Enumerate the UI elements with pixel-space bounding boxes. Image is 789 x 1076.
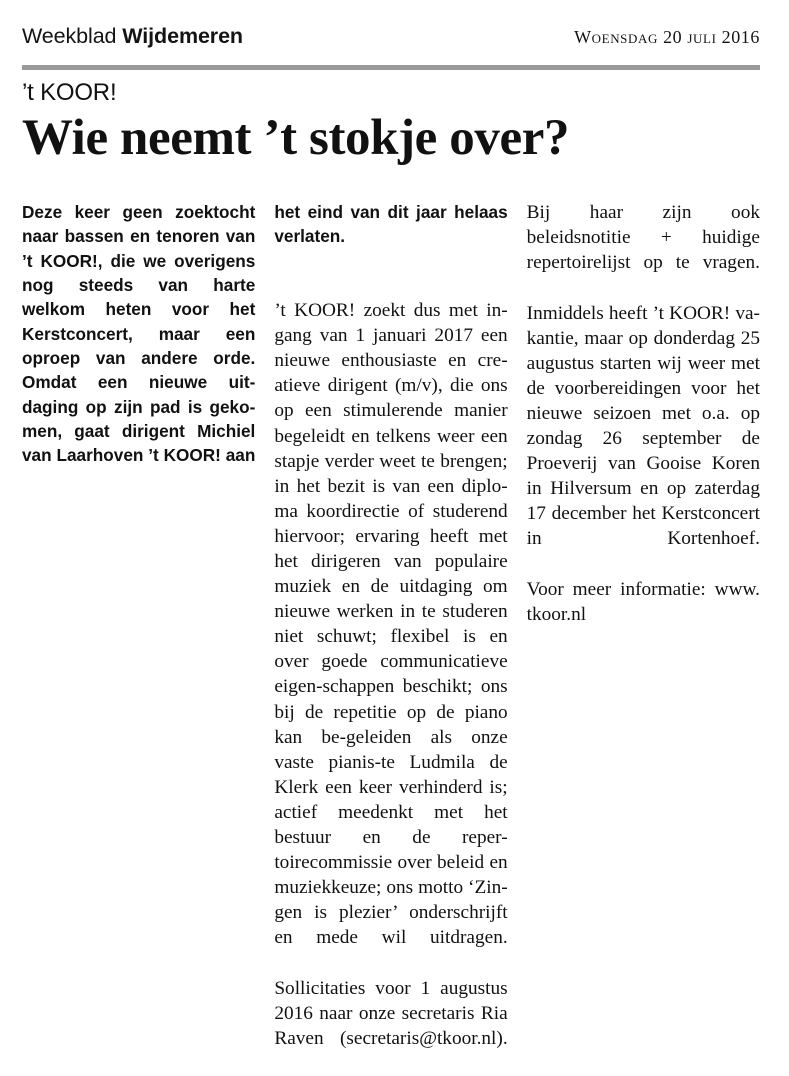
- body-paragraph-1: ’t KOOR! zoekt dus met in-gang van 1 januari 2017 een nieuwe enthousiaste en cre-atieve dirigent (m/v), die ons op een stimulerende manier begeleidt en telkens weer een stapje verder weet te brengen; in het bezit is van een diplo-ma koordirectie of studerend hiervoor; ervaring heeft met het dirigeren van populaire muziek en de uitdaging om nieuwe werken in te studeren niet schuwt; flexibel is en over goede communicatieve eigen-schappen beschikt; ons bij de repetitie op de piano kan be-geleiden als onze vaste pianis-te Ludmila de Klerk een keer verhinderd is; actief meedenkt met het bestuur en de reper-toirecommissie over beleid en muziekkeuze; ons motto ‘Zin-gen is plezier’ onderschrijft en mede wil uitdragen.: [274, 300, 508, 949]
- publication-title-plain: Weekblad: [22, 24, 123, 48]
- publication-title: [22, 24, 243, 49]
- body-paragraph-3: Bij haar zijn ook beleidsnotitie + huidige repertoirelijst op te vragen.: [526, 202, 760, 274]
- body-paragraph-5: Voor meer informatie: www. tkoor.nl: [526, 578, 760, 625]
- masthead: [22, 0, 760, 56]
- column-1: [22, 200, 255, 492]
- body-paragraph-4: Inmiddels heeft ’t KOOR! va-kantie, maar op donderdag 25 augustus starten wij weer met de voorbereidingen voor het nieuwe seizoen met o.a. op zondag 26 september de Proeverij van Gooise Koren in Hilversum en op zaterdag 17 december het Kerstconcert in Kortenhoef.: [526, 302, 760, 550]
- article-columns: [22, 200, 760, 1076]
- issue-date: Woensdag 20 juli 2016: [574, 27, 760, 47]
- article-headline: Wie neemt ’t stokje over?: [22, 110, 570, 166]
- lead-paragraph: Deze keer geen zoektocht naar bassen en tenoren van ’t KOOR!, die we overigens nog steeds van harte welkom heten voor het Kerstconcert, maar een oproep van andere orde. Omdat een nieuwe uit-daging op zijn pad is geko-men, gaat dirigent Michiel van Laarhoven ’t KOOR! aan: [22, 202, 256, 466]
- body-paragraph-2: Sollicitaties voor 1 augustus 2016 naar onze secretaris Ria Raven (secretaris@tkoor.nl).: [274, 977, 508, 1049]
- article-kicker: ’t KOOR!: [22, 79, 117, 106]
- lead-paragraph-continuation: het eind van dit jaar helaas verlaten.: [274, 202, 508, 247]
- column-2: [274, 200, 507, 1076]
- publication-title-bold: Wijdemeren: [122, 24, 243, 48]
- column-3: [527, 200, 760, 652]
- header-rule: [22, 65, 760, 70]
